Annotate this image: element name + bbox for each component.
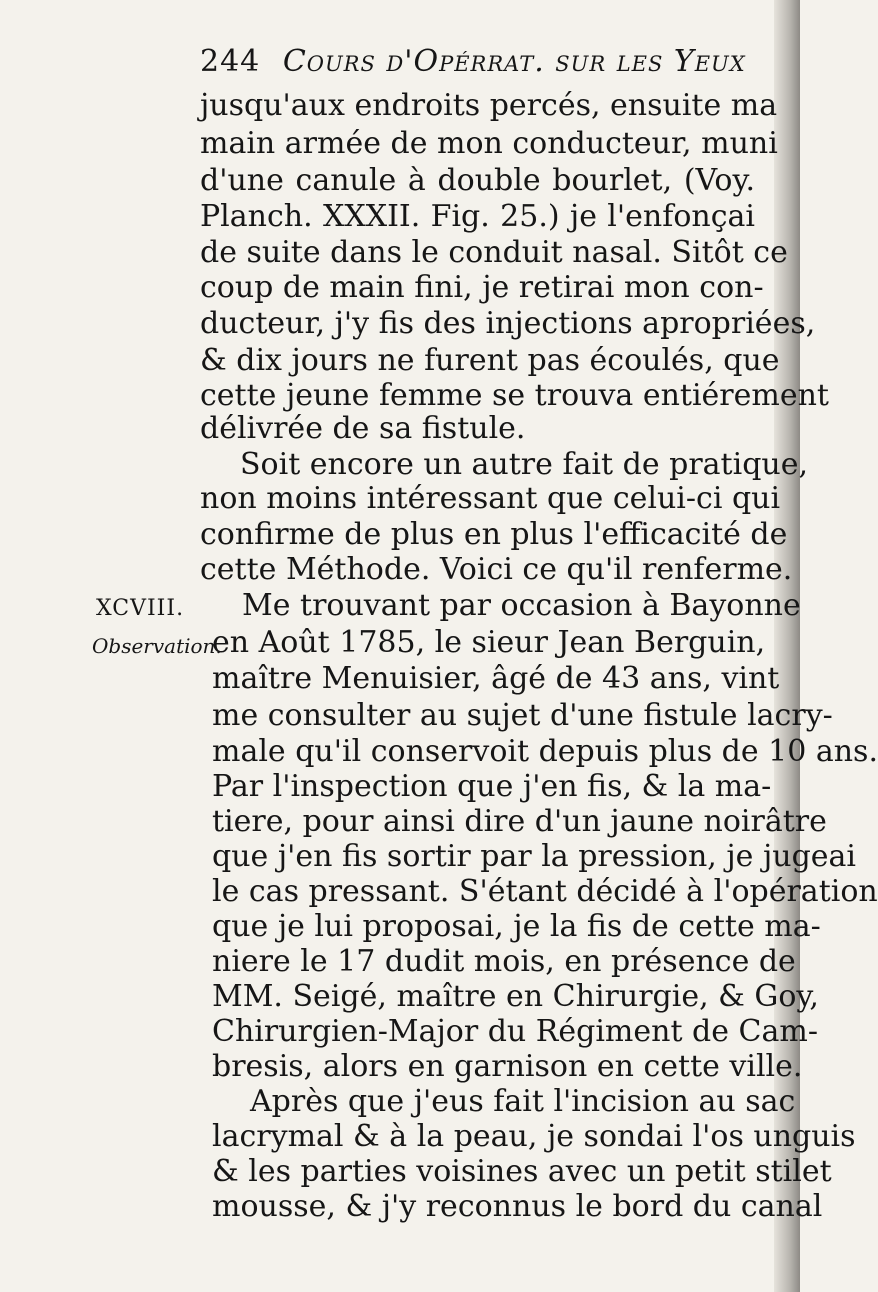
text-line: Après que j'eus fait l'incision au sac	[250, 1084, 796, 1119]
text-line: Planch. XXXII. Fig. 25.) je l'enfonçai	[200, 199, 755, 234]
text-line: Soit encore un autre fait de pratique,	[240, 447, 809, 482]
text-line: tiere, pour ainsi dire d'un jaune noirâtre	[212, 804, 827, 839]
text-line: Par l'inspection que j'en fis, & la ma-	[212, 769, 772, 804]
text-line: que j'en fis sortir par la pression, je jugeai	[212, 839, 857, 874]
text-line: délivrée de sa fistule.	[200, 411, 526, 446]
text-line: ducteur, j'y fis des injections apropriées,	[200, 306, 816, 341]
text-line: niere le 17 dudit mois, en présence de	[212, 944, 796, 979]
text-line: male qu'il conservoit depuis plus de 10 ans.	[212, 734, 878, 769]
text-line: MM. Seigé, maître en Chirurgie, & Goy,	[212, 979, 819, 1014]
text-line: jusqu'aux endroits percés, ensuite ma	[200, 88, 778, 123]
text-line: coup de main fini, je retirai mon con-	[200, 270, 764, 305]
text-line: non moins intéressant que celui-ci qui	[200, 481, 781, 516]
text-line: cette Méthode. Voici ce qu'il renferme.	[200, 552, 793, 587]
text-line: cette jeune femme se trouva entiérement	[200, 378, 829, 413]
text-line: mousse, & j'y reconnus le bord du canal	[212, 1189, 823, 1224]
text-line: de suite dans le conduit nasal. Sitôt ce	[200, 235, 788, 270]
text-line: que je lui proposai, je la fis de cette ma-	[212, 909, 821, 944]
text-line: lacrymal & à la peau, je sondai l'os unguis	[212, 1119, 856, 1154]
text-line: d'une canule à double bourlet, (Voy.	[200, 163, 755, 198]
text-line: & les parties voisines avec un petit stilet	[212, 1154, 832, 1189]
text-line: me consulter au sujet d'une fistule lacry-	[212, 698, 833, 733]
page-number: 244	[200, 44, 261, 79]
text-line: maître Menuisier, âgé de 43 ans, vint	[212, 661, 780, 696]
observation-number: XCVIII.	[96, 596, 185, 621]
text-line: main armée de mon conducteur, muni	[200, 126, 778, 161]
text-line: en Août 1785, le sieur Jean Berguin,	[212, 625, 766, 660]
text-line: confirme de plus en plus l'efficacité de	[200, 517, 788, 552]
text-line: Me trouvant par occasion à Bayonne	[242, 588, 801, 623]
text-line: le cas pressant. S'étant décidé à l'opération	[212, 874, 878, 909]
text-line: & dix jours ne furent pas écoulés, que	[200, 343, 780, 378]
text-line: Chirurgien-Major du Régiment de Cam-	[212, 1014, 818, 1049]
text-line: bresis, alors en garnison en cette ville.	[212, 1049, 803, 1084]
observation-label: Observation.	[92, 634, 222, 658]
running-title: Cours d'Opérrat. sur les Yeux	[282, 44, 746, 79]
